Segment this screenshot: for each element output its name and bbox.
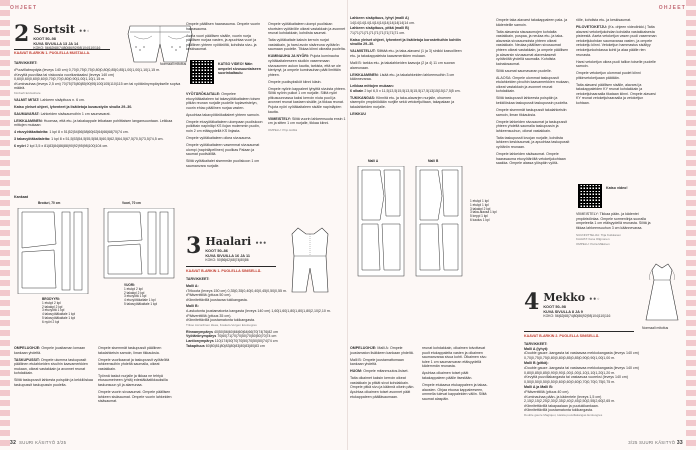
general-instructions-ref: Katso yleiset ohjeet, lyhenteet ja lisätietoja kuvaustyön sivulla 29–30.	[14, 104, 133, 109]
material-item: • Kevyttä puuvillaa tai viskoosia vuorikankaaksi (leveys 140 cm) 0,60|0,60|0,60|0,60|0,70|0,70|0,80|0,90|1,00|1,10|1,15 m.	[14, 73, 182, 82]
material-item: • Kuminauhaa (leveys 2,5 cm) 70|75|75|80|85|90|95|100|105|110|115 cm tai vyötärönympärykselle sopiva määrä.	[14, 82, 182, 91]
inner-pockets-text: Ompele sisemmät taskupussit pääliinen takalahkeisin samoin, liman tikkauksia.	[98, 346, 162, 355]
photo-ref: KUVA SIVUILLA 13 JA 14	[33, 41, 79, 46]
waistband-press-text: Silitä vyötäkaitalet sisemmän puoliskoon 1 cm saumanvara nurjalle.	[186, 159, 260, 168]
material-item: • Pääventtiiliä (pituus 40 cm).	[524, 390, 682, 395]
cutting-text: Lisää etu- ja takalahkeiden lahkeensuihin 3 cm käännevaraa.	[350, 72, 455, 82]
waistband-baste-text: Apuohtaa takavyötärökaitaleet yhteen samoin.	[186, 112, 260, 117]
inseam-short-values: 14|14|14|14|14|14|14|14|14|14|14|14 cm.	[350, 20, 416, 25]
designer-credit: SUUNNITTELIJA: Tiija Kuikkanen KAAVAT: Ilona Ollgnonen OMPELU: Petra Mäkinen	[576, 232, 622, 246]
variant-a-label: Malli A:	[186, 283, 199, 288]
haalari-title-block	[186, 233, 267, 263]
waistband-text: Ompelee etuvyötäkaitaleen tai takavyötäkaitaleen toisen pitkän reunan nurjalle puolelle tuplaveistelyn, vuorin ehiac pääliinen nurjaa vasten.	[186, 92, 261, 110]
divider	[14, 49, 110, 50]
sewing-a-text: Malli A: Ompele joustamaton lisäkkeen kankaan yhdeltä.	[350, 346, 414, 355]
strap-label: 6 olkain	[350, 88, 364, 93]
hip-values: 110|174|50|70|70|50|70|50|50|74|74 cm	[214, 338, 278, 343]
sewing-heading: OMPELUOHJE:	[14, 346, 41, 350]
sortsit-materials-col	[14, 60, 182, 151]
haalari-cutting-layout	[350, 160, 468, 282]
materials-heading: TARVIKKEET:	[186, 277, 210, 281]
magazine-issue: SUURI KÄSITYÖ 3/25	[19, 440, 67, 445]
inseam-long-values: 71|71|71|71|71|71|71|71|71|71 cm.	[350, 30, 406, 35]
pattern-sheet-link: KAAVAT B-ARKIN 2. PUOLELLA SINISELLÄ.	[524, 334, 600, 338]
front-yoke-text: Ompele etukaava etukappaleen ja takaa-alaosien. Ohjaa etuosa kappaleeseen, ommella tulevat kappaleiden väliin. Silitä saumat alaspäin.	[422, 382, 488, 401]
note-text: Ompele mitanmuutos-lisiset.	[363, 369, 409, 374]
back-yoke-text: Ompele taka alavarst takakappaleen pala- ja kädenteille samoin.	[496, 18, 568, 27]
chest-label: Rinnanympärys	[186, 329, 213, 334]
sewing-col-3	[186, 22, 264, 54]
pockets-heading: TASKUPUSSIT:	[14, 357, 40, 362]
fabric1-label: Broduri, 70 cm	[38, 201, 61, 205]
difficulty-icon: ••◦	[78, 28, 90, 35]
normal-fit-label: Normaali mitoitus	[642, 326, 669, 330]
variant-b-note: Malli B: tarkka etu- ja takalahkeiden kaavoja (2 ja 4) 11 cm suoran alareunaan.	[350, 60, 455, 70]
left-decor-stripe	[0, 0, 10, 450]
pattern-number: 3	[186, 233, 202, 259]
video-qr-code[interactable]	[578, 184, 602, 208]
elastic-text: Pujota kuminauha vyötäkaitaleeseen siudkin vasemmaan sivusaumen aukon kautta, tarkista, että se ole kiertynyt, ja ompele kuminauhan päät limittäin yhteen.	[268, 54, 341, 77]
sewing-heading: OMPELUOHJE:	[350, 346, 377, 350]
back-length-values: 60|80|81|80|83|80|83|80|83|80|83 cm	[205, 343, 265, 348]
seam-allowance-text: Lahkeiden sisäsaumoihin 1 cm saumavarat.	[40, 111, 111, 116]
strap-back-text: Apuhtaa olkaimen toiset päät takakappaleen päälle itsestään.	[422, 371, 473, 380]
sewing-b-text: Malli B: Ompele joustamattomaan kankaan yhdeltä.	[350, 357, 404, 367]
size-code: KOKO: 50|56|62|68|74|80|86	[205, 258, 249, 263]
variant-a-label: Malli A (lyhyt):	[524, 346, 549, 351]
waistband-left-seam-text: Ompele vyötäkaitaleen vasemmat sivusaumat ulompi (napinläpellinen) puolikas Palaan ja saumat puolivälillä.	[186, 142, 260, 157]
sizes-label: KOOT 50–98	[33, 37, 56, 41]
cutting-layout	[14, 196, 180, 346]
fabric-credit: Double gauze Magiquoi, Haista puuvillakangas Ecoloogres	[524, 412, 603, 417]
waistband-heading: VYÖTÄRÖKAITALE:	[186, 92, 221, 96]
waistband-attach-text: Ompele vyötäkaitaleen ulompi puoliskan shortsien vyötärölle oikeat vastakkain ja avonnet reunat kohdakkain, kohdista saumat.	[268, 22, 346, 36]
pattern-title: Mekko	[543, 291, 586, 304]
material-item: • Puuvillabroydyia (leveys 140 cm) 0,70|0,75|0,75|0,80|0,80|0,85|0,85|1,00|1,00|1,10|1,15 m.	[14, 68, 182, 73]
lining-fold-text: Taita alavarsi päällisen sisälle, alavarsi ja takakappaleiden KY reunat kohdakkain ja vetoketjuhaaraalla tikataan kiinni. Ompele alavarsi KY reunat vetoketjuhaaraalla ja vetoketjun kohtaan.	[576, 82, 656, 106]
material-item: • Double gauze -kangasta tai vastaavaa mekkokangasta (leveys 140 cm) 0,80|0,85|0,85|0,90|0,90|1,00|1,00|1,10|1,10|1,20|1,20 m.	[524, 366, 682, 375]
front-band-text: 1 kpl 8 x 51|52|54|56|58|60|62|64|66|68|70|74 cm.	[49, 130, 129, 135]
haalari-finishing-col	[576, 212, 658, 249]
material-item: • Pääventtiiliä (pituus 50 cm).	[186, 293, 344, 298]
difficulty-icon: ••◦	[588, 296, 601, 303]
fabric-credit: Kimberli Eccleshare	[14, 90, 41, 95]
material-item: • Laskutonta joustamatonta kangasta (leveys 140 cm) 1,60|1,60|1,80|1,80|1,80|2,10|2,10 m.	[186, 309, 344, 314]
sizes-label: KOOT 50–86	[205, 249, 228, 253]
video-callout: KATSO VIDEO! Näin ompelet sivusuuntaiseen suorinkaltaulu	[218, 62, 261, 76]
finishing-text: Silitä vuorin lahkeensuuta ensin 1 cm ja sitten 1 cm nurjalle, tikkaa kiinni.	[268, 116, 346, 126]
magazine-issue: 3/25 SUURI KÄSITYÖ	[628, 440, 676, 445]
interfacing-heading: TUKIKANGAS:	[350, 95, 376, 100]
divider	[524, 331, 634, 332]
inseam-text: Ompele lahkeiden sisäsaumat. Ompele haarasauma etuvyötäröltä vetoketjukohtaan saakka. Ompele alassa ylöspäin vyötä-	[496, 151, 566, 166]
left-page	[10, 0, 348, 450]
page-number: 32	[10, 440, 17, 446]
page-number: 33	[676, 440, 683, 446]
hand-stitch-text: Ompele puolisyksiköt kiinni käsin.	[268, 79, 322, 84]
page-footer-left	[10, 440, 66, 446]
waist-align-text: rölle, kohdista etu- ja keskisaumat.	[576, 18, 632, 22]
cord-text: 2 kpl 3,5 x 81|83|84|86|88|90|92|95|98|100|104 cm.	[26, 144, 109, 149]
zipper-heading: PILOVETOKETJU:	[576, 24, 608, 29]
section-header: OHJEET	[10, 5, 38, 11]
lining-insert-text: Aseta vuori päällisen sisälle, vuorin nurja päällisen nurjaa vasten, ja apuohtaa vuori ja päällinen yhteen vyötäröltä, kohdista sivu- ja keskisaumat.	[186, 33, 257, 52]
side-seams-text: Ompele vuorin sivusaumat. Ompele päällisen lahkeen sisäsaumat. Ompele vuorin lahkeiden sisäsaumat.	[98, 389, 172, 404]
fabric1-pieces: BRODYYRI: 1 etukpl 2 kpl 2 takakpl 2 kpl 3 etuvyötä 1 kpl 4 takavyötäkaitale 1 kpl 5 takavyötäkaitale 1 kpl 6 nyöri 2 kpl	[42, 297, 76, 324]
haalari-sewing-col-1	[350, 346, 416, 402]
front-band-label: 4 etuvyötäkaitaleita:	[14, 130, 49, 135]
cutting-heading: LEIKKAAMINEN:	[350, 72, 379, 77]
finishing-text: VIIMEISTELY: Tikkaa pään- ja kädentei ympäristönlaa. Ompele sormenlinja suoralla ompeleella 1 cm etäisyydellä reunasta. Silitä ja tikkaa lahkeensuuhun 3 cm käännevaraa.	[576, 212, 651, 230]
prep-text: Silittää etu- ja taka-alavarsi (1 ja 3) sinikki kasvoilleen etu- ja takakappaleista kaavamerkkien mukaan.	[350, 49, 462, 58]
hip-label: Lantionympärys	[186, 338, 214, 343]
cutting-text: Huomaa, että etu- ja takakappale leikataan pohlittaisen langansuuntaan. Leikkaa mittojen mukaan:	[14, 118, 173, 128]
material-item: • Trikoota (leveys 150 cm) 0,35|0,35|0,40|0,40|0,45|0,50|0,55 m.	[186, 289, 344, 294]
haalari-pieces-list: 1 etukpl 1 kpl 1 etukpl 1 kpl 3 takakpl 2 kpl 3 taka-alaosa 1 kpl 5 keppi 1 kpl 6 kaulus 1 kpl	[470, 199, 497, 222]
difficulty-icon: •••	[255, 240, 267, 247]
right-decor-stripe	[686, 0, 696, 450]
mekko-title-block	[524, 289, 611, 319]
photo-ref: KUVA SIVULLA 8 JA 9	[543, 309, 583, 314]
waistband-seam-text: Ompele vyötäkaitaleen oikea sivusauma.	[186, 135, 252, 140]
sewing-credit: OMPELU: Pirjo Hölttä	[268, 128, 298, 133]
haalari-prep-col	[350, 16, 466, 119]
size-code: KOKO: 56|62|68|74|80|86|92|98|104|110|116	[543, 314, 611, 319]
layout-heading: Kankaat	[14, 195, 28, 199]
page-footer-right	[628, 440, 686, 446]
right-page	[348, 0, 686, 450]
cutting-heading: LEIKKAAMINEN:	[14, 118, 43, 123]
pattern-number: 2	[14, 21, 30, 47]
material-item: • Pääventtiiliä (pituus 35 cm).	[186, 314, 344, 319]
finished-size-text: Lahkeen sisäpituus n. 6 cm.	[40, 97, 85, 102]
back-length-label: Takapituus	[186, 343, 205, 348]
dress-illustration	[642, 262, 682, 324]
sortsit-title-block	[14, 21, 100, 50]
interfacing-text: Kiinnitä etu- ja taka-alavarjen nurjalle, ohuenen sisempiin ympäröidään nurjille sekä vetoketjuiltaan, takapalaan ja takalahkeiden nurjalle.	[350, 95, 455, 109]
variant-ab-label: Malli A ja Malli B:	[524, 385, 554, 390]
pattern-sheet-link: KAAVAT B-ARKIN 1. PUOLELLA SINISELLÄ.	[186, 269, 262, 273]
divider	[186, 266, 276, 267]
back-band-label: 3 takavyötäkaitaleita:	[14, 137, 51, 142]
inseam-short-label: Lahkeen sisäpituus, lyhyt (malli A)	[350, 16, 409, 20]
pattern-title: Sortsit	[33, 23, 75, 36]
material-item: • Kevyttä puuvillakangasta tai vastaavaa vuoreksi (leveys 140 cm) 0,50|0,50|0,50|0,50|0,60|0,60|0,60|0,70|0,70|0,75|0,75 m.	[524, 375, 682, 384]
pocket-topstitch-text: Työnnä taskut nurjalle ja tikkaa ne tehtyä etusaumeineen (yhtä) edestäkäatikkauksilla taskunsuun yli ja alareunaa.	[98, 373, 168, 387]
strap-sew-text: Taita olkaimet kaksin kerroin oikeat vastakkain ja pitkät sivut kohdakkain. Ompele pitkä sivu ja käännä oikein päin. Apuhtaa olkaimen toiset avonnet päät etukappaleen päälläsaumaan.	[350, 376, 415, 399]
elastic-heading: KUMINAUHA JA NYÖRI:	[268, 54, 310, 59]
sewing-col-2	[98, 346, 178, 406]
video-qr-code[interactable]	[190, 60, 214, 84]
strap-attach-text: reunat kohdakkain, olkaimen toivottavat puolt etukappaleita vasten ja olkaimen saumanvaraa sivua kohti. Olkaimen sivu tulee 1 cm saumanvaran etäisyydellä kädemmän reunasta.	[422, 346, 487, 369]
sewing-col-1	[14, 346, 94, 390]
pocket-press-text: Silitä taskupussit lahkeesta poispäin ja kekkilöskaa taskupussit taskupussin puolelta.	[496, 96, 569, 106]
fabric2-label: Vuori, 70 cm	[122, 201, 141, 205]
cutting-diagram	[14, 208, 180, 294]
inner-pocket-text: Ompele sisemmät taskupussit takalahkeisiin samoin, liman tikkauksia.	[496, 108, 567, 117]
zipper-baste-text: Harsi vetoketjun oikea puoli tallion toiselle puolelle samoin.	[576, 59, 656, 69]
sizes-label: KOOT 50–98	[543, 305, 566, 309]
variant-b-layout-label: Malli B	[428, 159, 439, 163]
normal-fit-label: Normaali mitoitus	[160, 62, 187, 66]
material-item: • Kiinnitettävillä joustavaa tukikangasta.	[186, 298, 344, 303]
cutting-diagram	[350, 166, 468, 282]
note-heading: HUOM:	[350, 369, 363, 374]
general-instructions-ref: Katso yleiset ohjeet, lyhenteet ja lisätietoja korostettuihin kohtiin sivuilla 29–30.	[350, 37, 461, 47]
fabric2-pieces: VUORI: 1 etukpl 2 kpl 2 takakpl 2 kpl 3 etuvyötä 1 kpl 4 etuvyötäkaitale 1 kpl 5 takavyötäkaitale 1 kpl	[124, 283, 158, 306]
crotch-seam-text: Ompele päällisen haarasauma. Ompele vuorin haarasauma.	[186, 22, 261, 31]
side-seam-text: Taita alavarsia sisusaumojen kohdalta vastakkain, puspaa, ja neulaa etu- ja taka-alavarsia sivusaumoista yhteen oikeat vastakkain. Neulaa päällisen sivusaumat yhteen oikeat vastakkain, ja ompele päällisen ja alavarsin sivusaumat alaveskasesti vyötäröltä yhdellä saumalla. Kohdista kainalosaumat.	[496, 29, 569, 66]
chest-values: 40|50|56|60|66|60|64|66|70|74|76|82 cm	[213, 329, 278, 334]
haalari-sewing-col-3	[496, 18, 570, 168]
video-callout: Katso video!	[606, 186, 628, 190]
materials-heading: TARVIKKEET:	[14, 61, 38, 65]
seam-allowance-heading: SAUMAVARAT:	[14, 111, 40, 116]
finished-size-heading: VALMIT MITAT:	[14, 97, 40, 102]
material-item: • Kiinnitettävillä joustamatonta tukikangasta.	[186, 318, 344, 323]
waistband-fold-text: Taita vyötäkaitale kaksin kerroin nurjat vastakkain, ja harsi avoin sisäreuna vyötärön saumaan puolelle. Tikkaa kiinni oikealta puolelta.	[268, 38, 346, 52]
fabric-credit: Trikoo Accordinen Ideas, Koskelo-Vergen Ecoloogres	[186, 322, 257, 327]
pattern-number: 4	[524, 289, 540, 315]
pocket-fold-text: Taita taskupussit lovojan nurjalle, kohdista lahkeen keskisaumat, ja apuohtaa taskupussit vyötärön reunaan.	[496, 135, 570, 149]
waist-values: 70|60|71|70|70|50|70|50|50|70|74 cm	[217, 334, 277, 339]
lining-text: Ompele vuorikaavat ja taskupussit vyötäröltä lahkeensuihin yhdeltä saumalla, oikeat vastakkain.	[98, 357, 170, 371]
pattern-sheet-link: KAAVAT B-ARKIN 1. PUOLELLA MUSTALLA.	[14, 51, 91, 55]
prep-heading: VALMISTELUT:	[350, 49, 376, 54]
cord-label: 6 nyöri	[14, 144, 26, 149]
mekko-materials-col	[524, 341, 682, 420]
sewing-col-4	[268, 22, 346, 135]
zipper-text: (Ks. ohjeen videolinkki.) Taita alavarsi vetoketjukohdan kohdalta vastakkaisesta pisteestä. Aseta vetoketjun vasen puoli vasemman vetoketjukohdan saumavaraa vasten, ja ompele vetoketju kiinni. Vetoketjun hammastus sisältyy vetoketjunkohdassa kohti ja alaa päälle rien reunasta.	[576, 24, 657, 57]
haalari-materials-col	[186, 276, 344, 350]
cut-by-measure-label: Leikkaa mittojen mukaan:	[350, 84, 394, 89]
variant-b-label: Malli B:	[186, 304, 199, 309]
sewing-text: Ompele jousitaman lomaan kankaan yhdeltä.	[14, 346, 86, 355]
sewing-col-3b	[186, 92, 264, 171]
haalari-sewing-col-4	[576, 18, 658, 108]
haalari-sewing-col-2	[422, 346, 488, 404]
photo-ref: KUVA SIVUILLA 16 JA 11	[205, 253, 250, 258]
waist-label: Vyötärönympärys	[186, 334, 217, 339]
leg-side-seams-text: Ompele lahkeiden sivusaumat ja taskupussit yhteen yhdeltä saumalla taskupussin ja lahkeensuuhun, oikeat vastakkain.	[496, 119, 567, 133]
material-item: • Kiinnitettävillä takapaalaan ja puutukikankaan.	[524, 404, 682, 409]
back-band-text: 1 kpl 8 x 51,5|53|54,5|55,5|58,5|60,5|62,5|64,5|67,5|70,5|73,5|74,5 cm.	[51, 137, 164, 142]
materials-heading: TARVIKKEET:	[524, 342, 548, 346]
cord-instructions-text: Ompele nyörin kappaleet lyhyittä sivuista yhteen. Silitä nyörin puikot 1 cm nurjalle. Silitä nyöri pitkusuunnassa kaksi kerroin niuta puoli ja avonnet reunat kastaen sisälle, ja tikkaa reunat. Pujota nyöri vyötäkaitaleen sisälle napinläpien kautta.	[268, 86, 346, 114]
inseam-long-label: Lahkeen sisäpituus, pitkä (malli B)	[350, 26, 409, 31]
material-item: • Kuminauhaa pään- ja kädentele (leveys 1,5 cm) 2,15|2,15|2,25|2,30|2,35|2,40|2,45|2,50|2,55|2,60|2,65 m.	[524, 395, 682, 404]
pockets-text: Ompele uiumma taskupussit pääliinen etulahkeiden sivuihin kaavamerkkien mukaan, oikeat vastakkain ja avonnet reunat kohdakkain.	[14, 357, 88, 376]
section-header: OHJEET	[658, 5, 686, 11]
strap-text: 2 kpl 6,5 x 11,5|13,5|15,5|13,5|15,5|17,5|13|15|15|17,5|5 cm.	[364, 88, 461, 93]
zipper-sew-text: Ompele vetoketjun ulommat puolet kiinni pitkinvetoketjuaan päätään.	[576, 71, 641, 80]
lower-part-text: ALAOSA: Ompele ulommat taskupussit etulahkeiden pivuihin kaavamerkkien mukaan, oikeat vastakkain ja avonnet reunat kohdakkain.	[496, 75, 570, 94]
material-item: • Double gauze -kangasta tai vastaavaa mekkokangasta (leveys 140 cm) 0,70|0,75|0,75|0,80|0,80|0,85|0,85|0,90|0,90|1,00|1,00 m.	[524, 351, 682, 360]
variant-b-label: Malli B (pitkä):	[524, 361, 549, 366]
material-item: • Kiinnitettävillä joustamatonta tukikangasta.	[524, 408, 682, 413]
layout-heading: LEIKKUU	[350, 111, 366, 116]
pattern-title: Haalari	[205, 235, 252, 248]
buttonhole-text: Ompele etuvyötäkaitaleen ulompaan puoliskoon poikittain napinläpi KS ilojan molemmin puolin, noin 2 cm etäisyydellä KS linjasta.	[186, 119, 263, 133]
press-text: Silitä saumat saumavaran puolelle.	[496, 68, 552, 73]
variant-a-layout-label: Malli A	[368, 159, 379, 163]
finishing-heading: VIIMEISTELY:	[268, 116, 291, 121]
pockets-press-text: Silitä taskupussit lahkesta poispäin ja kekkilöskaa taskupussit taskupussin puolelta.	[14, 378, 93, 387]
